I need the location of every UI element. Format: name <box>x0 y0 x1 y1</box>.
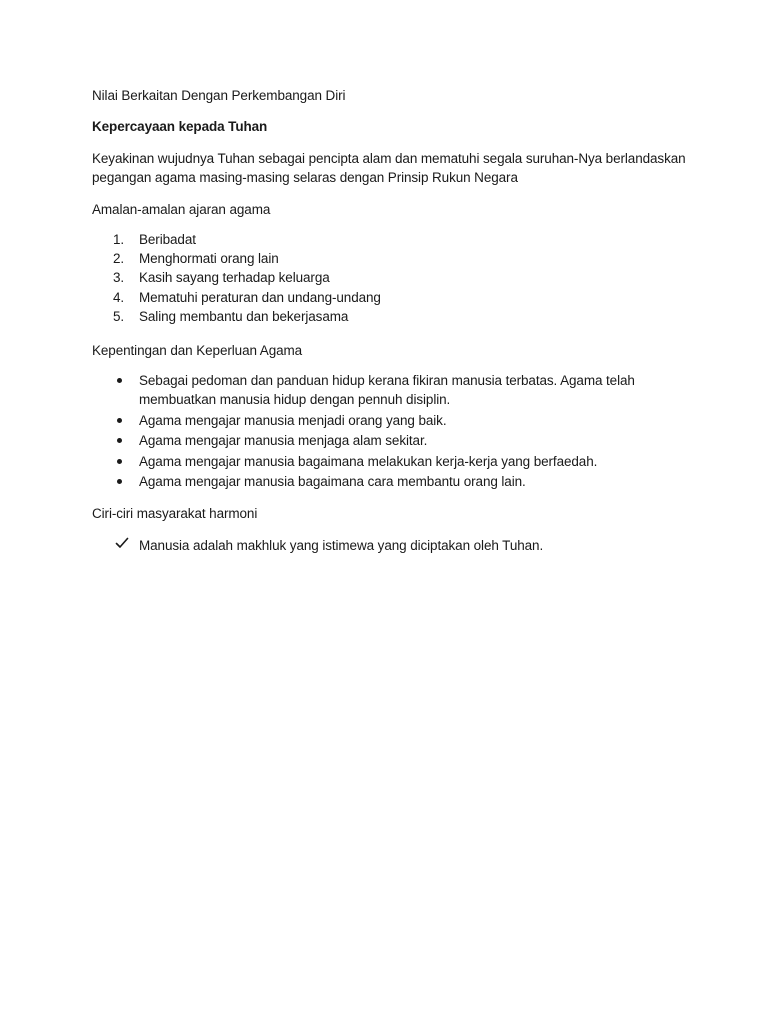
bullet-icon <box>117 479 122 484</box>
list-item <box>92 249 692 268</box>
list-item-text: Beribadat <box>139 232 196 247</box>
document-title: Nilai Berkaitan Dengan Perkembangan Diri <box>92 88 346 103</box>
list-item <box>92 431 692 450</box>
section-label-harmony: Ciri-ciri masyarakat harmoni <box>92 506 258 522</box>
bullet-icon <box>117 459 122 464</box>
checkmark-list <box>92 536 692 555</box>
list-item <box>92 268 692 287</box>
section-label-practices: Amalan-amalan ajaran agama <box>92 202 271 217</box>
list-item-text: Agama mengajar manusia bagaimana melakukan kerja-kerja yang berfaedah. <box>139 453 598 469</box>
list-item-text: Agama mengajar manusia bagaimana cara membantu orang lain. <box>139 474 526 490</box>
document-page <box>92 86 692 567</box>
paragraph-line: pegangan agama masing-masing selaras dengan Prinsip Rukun Negara <box>92 170 518 185</box>
list-item <box>92 307 692 326</box>
section-label-importance: Kepentingan dan Keperluan Agama <box>92 343 303 359</box>
list-item-text: Menghormati orang lain <box>139 251 279 267</box>
list-item-text: Mematuhi peraturan dan undang-undang <box>139 289 381 305</box>
list-item-text-continued: membuatkan manusia hidup dengan pennuh disiplin. <box>139 392 451 408</box>
list-item <box>92 472 692 491</box>
list-number: 3. <box>113 270 125 286</box>
paragraph-line: Keyakinan wujudnya Tuhan sebagai pencipta alam dan mematuhi segala suruhan-Nya berlandaskan <box>92 151 686 166</box>
numbered-list <box>92 230 692 326</box>
bullet-icon <box>117 378 122 383</box>
list-item-text: Sebagai pedoman dan panduan hidup kerana fikiran manusia terbatas. Agama telah <box>139 373 635 389</box>
list-number: 4. <box>113 289 125 305</box>
list-number: 1. <box>113 232 125 247</box>
body-paragraph <box>92 149 692 187</box>
list-item <box>92 536 692 555</box>
list-item-text: Kasih sayang terhadap keluarga <box>139 270 330 286</box>
list-number: 2. <box>113 251 125 267</box>
list-item <box>92 288 692 307</box>
list-item-text: Agama mengajar manusia menjadi orang yang baik. <box>139 412 447 428</box>
list-item-text: Saling membantu dan bekerjasama <box>139 308 349 324</box>
bullet-icon <box>117 438 122 443</box>
section-heading: Kepercayaan kepada Tuhan <box>92 119 268 134</box>
list-item <box>92 452 692 471</box>
bullet-icon <box>117 418 122 423</box>
checkmark-icon <box>115 536 129 550</box>
list-item-text: Agama mengajar manusia menjaga alam sekitar. <box>139 433 428 449</box>
bullet-list <box>92 371 692 491</box>
list-item <box>92 371 692 409</box>
list-item-text: Manusia adalah makhluk yang istimewa yang diciptakan oleh Tuhan. <box>139 538 544 554</box>
list-number: 5. <box>113 308 125 324</box>
list-item <box>92 411 692 430</box>
list-item <box>92 230 692 249</box>
